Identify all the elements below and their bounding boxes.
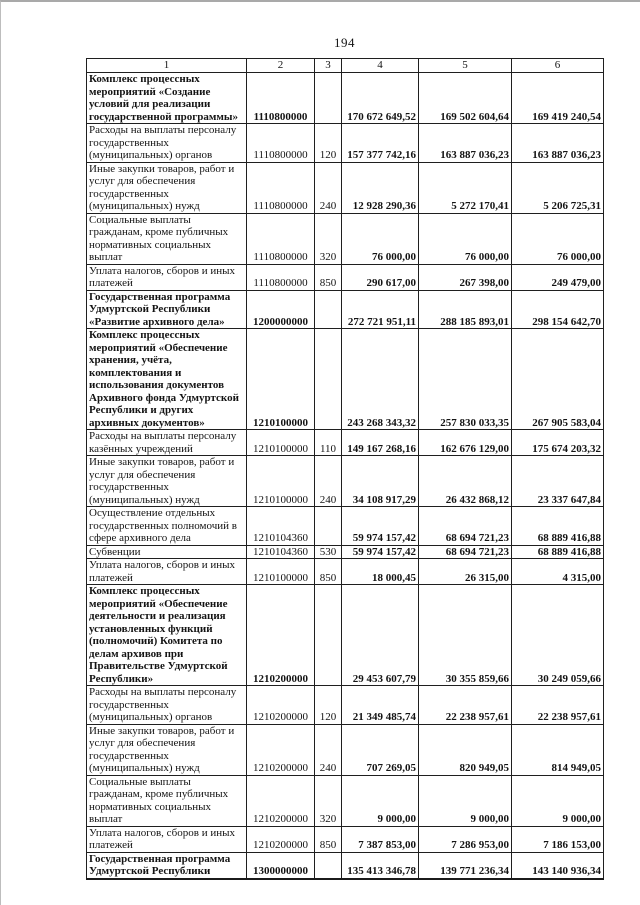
- row-expense-type-cell: 850: [315, 559, 342, 585]
- row-code-cell: 1200000000: [247, 290, 315, 329]
- row-code-cell: 1110800000: [247, 162, 315, 213]
- row-name-cell: Социальные выплаты гражданам, кроме публичных нормативных социальных выплат: [87, 213, 247, 264]
- row-amount-year1-cell: 59 974 157,42: [342, 545, 419, 559]
- table-row: [87, 775, 604, 826]
- row-amount-year2-cell: 139 771 236,34: [419, 852, 512, 879]
- row-amount-year1-cell: 290 617,00: [342, 264, 419, 290]
- row-name-cell: Иные закупки товаров, работ и услуг для обеспечения государственных (муниципальных) нужд: [87, 456, 247, 507]
- table-row: [87, 686, 604, 725]
- row-name-cell: Социальные выплаты гражданам, кроме публичных нормативных социальных выплат: [87, 775, 247, 826]
- row-amount-year2-cell: 68 694 721,23: [419, 507, 512, 546]
- row-amount-year3-cell: 814 949,05: [512, 724, 604, 775]
- row-name-cell: Расходы на выплаты персоналу государственных (муниципальных) органов: [87, 124, 247, 163]
- row-amount-year2-cell: 30 355 859,66: [419, 585, 512, 686]
- row-code-cell: 1110800000: [247, 264, 315, 290]
- row-amount-year1-cell: 12 928 290,36: [342, 162, 419, 213]
- row-amount-year3-cell: 23 337 647,84: [512, 456, 604, 507]
- table-body: [87, 73, 604, 879]
- row-expense-type-cell: [315, 852, 342, 879]
- column-header-5: 5: [419, 59, 512, 73]
- row-name-cell: Иные закупки товаров, работ и услуг для обеспечения государственных (муниципальных) нужд: [87, 162, 247, 213]
- table-row: [87, 73, 604, 124]
- row-code-cell: 1110800000: [247, 124, 315, 163]
- row-amount-year2-cell: 267 398,00: [419, 264, 512, 290]
- row-name-cell: Уплата налогов, сборов и иных платежей: [87, 559, 247, 585]
- row-amount-year1-cell: 157 377 742,16: [342, 124, 419, 163]
- row-code-cell: 1210100000: [247, 329, 315, 430]
- row-amount-year1-cell: 243 268 343,32: [342, 329, 419, 430]
- column-header-1: 1: [87, 59, 247, 73]
- row-amount-year1-cell: 9 000,00: [342, 775, 419, 826]
- row-amount-year3-cell: 76 000,00: [512, 213, 604, 264]
- row-name-cell: Государственная программа Удмуртской Республики «Развитие архивного дела»: [87, 290, 247, 329]
- row-amount-year3-cell: 267 905 583,04: [512, 329, 604, 430]
- row-name-cell: Расходы на выплаты персоналу казённых учреждений: [87, 430, 247, 456]
- row-amount-year3-cell: 298 154 642,70: [512, 290, 604, 329]
- row-expense-type-cell: [315, 585, 342, 686]
- row-expense-type-cell: 240: [315, 456, 342, 507]
- row-amount-year3-cell: 175 674 203,32: [512, 430, 604, 456]
- table-row: [87, 724, 604, 775]
- budget-table: [86, 58, 604, 880]
- table-row: [87, 826, 604, 852]
- table-row: [87, 545, 604, 559]
- table-row: [87, 585, 604, 686]
- table-row: [87, 559, 604, 585]
- row-amount-year2-cell: 76 000,00: [419, 213, 512, 264]
- row-code-cell: 1210200000: [247, 724, 315, 775]
- row-amount-year1-cell: 21 349 485,74: [342, 686, 419, 725]
- row-amount-year2-cell: 9 000,00: [419, 775, 512, 826]
- row-expense-type-cell: 850: [315, 826, 342, 852]
- row-expense-type-cell: [315, 329, 342, 430]
- row-amount-year3-cell: 169 419 240,54: [512, 73, 604, 124]
- row-code-cell: 1300000000: [247, 852, 315, 879]
- row-amount-year3-cell: 163 887 036,23: [512, 124, 604, 163]
- row-expense-type-cell: 850: [315, 264, 342, 290]
- row-code-cell: 1210100000: [247, 456, 315, 507]
- row-expense-type-cell: 240: [315, 162, 342, 213]
- row-name-cell: Уплата налогов, сборов и иных платежей: [87, 826, 247, 852]
- row-name-cell: Комплекс процессных мероприятий «Создание условий для реализации государственной программы»: [87, 73, 247, 124]
- row-expense-type-cell: [315, 73, 342, 124]
- row-code-cell: 1210104360: [247, 507, 315, 546]
- row-name-cell: Комплекс процессных мероприятий «Обеспечение хранения, учёта, комплектования и использования документов Архивного фонда Удмуртской Республики и других архивных документов»: [87, 329, 247, 430]
- row-amount-year3-cell: 4 315,00: [512, 559, 604, 585]
- column-header-6: 6: [512, 59, 604, 73]
- row-expense-type-cell: 320: [315, 213, 342, 264]
- row-expense-type-cell: 240: [315, 724, 342, 775]
- row-name-cell: Государственная программа Удмуртской Республики: [87, 852, 247, 879]
- row-amount-year3-cell: 68 889 416,88: [512, 507, 604, 546]
- row-amount-year3-cell: 68 889 416,88: [512, 545, 604, 559]
- row-amount-year3-cell: 22 238 957,61: [512, 686, 604, 725]
- row-name-cell: Осуществление отдельных государственных полномочий в сфере архивного дела: [87, 507, 247, 546]
- row-amount-year1-cell: 170 672 649,52: [342, 73, 419, 124]
- row-amount-year2-cell: 68 694 721,23: [419, 545, 512, 559]
- row-code-cell: 1210200000: [247, 775, 315, 826]
- row-amount-year1-cell: 707 269,05: [342, 724, 419, 775]
- table-row: [87, 329, 604, 430]
- row-name-cell: Расходы на выплаты персоналу государственных (муниципальных) органов: [87, 686, 247, 725]
- table-row: [87, 430, 604, 456]
- table-row: [87, 290, 604, 329]
- row-amount-year3-cell: 7 186 153,00: [512, 826, 604, 852]
- table-row: [87, 162, 604, 213]
- row-code-cell: 1210100000: [247, 430, 315, 456]
- table-row: [87, 852, 604, 879]
- table-row: [87, 213, 604, 264]
- column-header-3: 3: [315, 59, 342, 73]
- row-amount-year1-cell: 59 974 157,42: [342, 507, 419, 546]
- row-expense-type-cell: [315, 507, 342, 546]
- table-row: [87, 264, 604, 290]
- row-amount-year2-cell: 820 949,05: [419, 724, 512, 775]
- column-header-4: 4: [342, 59, 419, 73]
- row-amount-year2-cell: 257 830 033,35: [419, 329, 512, 430]
- row-amount-year1-cell: 272 721 951,11: [342, 290, 419, 329]
- row-amount-year2-cell: 7 286 953,00: [419, 826, 512, 852]
- row-expense-type-cell: [315, 290, 342, 329]
- row-code-cell: 1110800000: [247, 213, 315, 264]
- row-amount-year1-cell: 7 387 853,00: [342, 826, 419, 852]
- row-amount-year1-cell: 149 167 268,16: [342, 430, 419, 456]
- row-name-cell: Субвенции: [87, 545, 247, 559]
- row-expense-type-cell: 120: [315, 686, 342, 725]
- row-amount-year1-cell: 29 453 607,79: [342, 585, 419, 686]
- row-code-cell: 1210104360: [247, 545, 315, 559]
- row-amount-year2-cell: 22 238 957,61: [419, 686, 512, 725]
- row-code-cell: 1210100000: [247, 559, 315, 585]
- row-name-cell: Уплата налогов, сборов и иных платежей: [87, 264, 247, 290]
- row-code-cell: 1110800000: [247, 73, 315, 124]
- row-amount-year1-cell: 135 413 346,78: [342, 852, 419, 879]
- row-expense-type-cell: 120: [315, 124, 342, 163]
- row-amount-year2-cell: 5 272 170,41: [419, 162, 512, 213]
- row-code-cell: 1210200000: [247, 686, 315, 725]
- row-amount-year3-cell: 9 000,00: [512, 775, 604, 826]
- row-code-cell: 1210200000: [247, 826, 315, 852]
- row-expense-type-cell: 110: [315, 430, 342, 456]
- table-header-row: [87, 59, 604, 73]
- table-header: [87, 59, 604, 73]
- row-amount-year1-cell: 76 000,00: [342, 213, 419, 264]
- column-header-2: 2: [247, 59, 315, 73]
- row-amount-year1-cell: 18 000,45: [342, 559, 419, 585]
- row-amount-year3-cell: 5 206 725,31: [512, 162, 604, 213]
- table-row: [87, 124, 604, 163]
- table-row: [87, 456, 604, 507]
- row-amount-year2-cell: 163 887 036,23: [419, 124, 512, 163]
- row-amount-year2-cell: 162 676 129,00: [419, 430, 512, 456]
- page-number: 194: [334, 35, 355, 50]
- row-amount-year2-cell: 169 502 604,64: [419, 73, 512, 124]
- row-amount-year2-cell: 26 315,00: [419, 559, 512, 585]
- row-amount-year1-cell: 34 108 917,29: [342, 456, 419, 507]
- row-amount-year3-cell: 249 479,00: [512, 264, 604, 290]
- row-name-cell: Иные закупки товаров, работ и услуг для обеспечения государственных (муниципальных) нужд: [87, 724, 247, 775]
- row-amount-year3-cell: 30 249 059,66: [512, 585, 604, 686]
- row-amount-year2-cell: 288 185 893,01: [419, 290, 512, 329]
- row-code-cell: 1210200000: [247, 585, 315, 686]
- row-amount-year2-cell: 26 432 868,12: [419, 456, 512, 507]
- row-expense-type-cell: 530: [315, 545, 342, 559]
- row-name-cell: Комплекс процессных мероприятий «Обеспечение деятельности и реализация установленных функций (полномочий) Комитета по делам архивов при Правительстве Удмуртской Республики»: [87, 585, 247, 686]
- row-amount-year3-cell: 143 140 936,34: [512, 852, 604, 879]
- table-row: [87, 507, 604, 546]
- row-expense-type-cell: 320: [315, 775, 342, 826]
